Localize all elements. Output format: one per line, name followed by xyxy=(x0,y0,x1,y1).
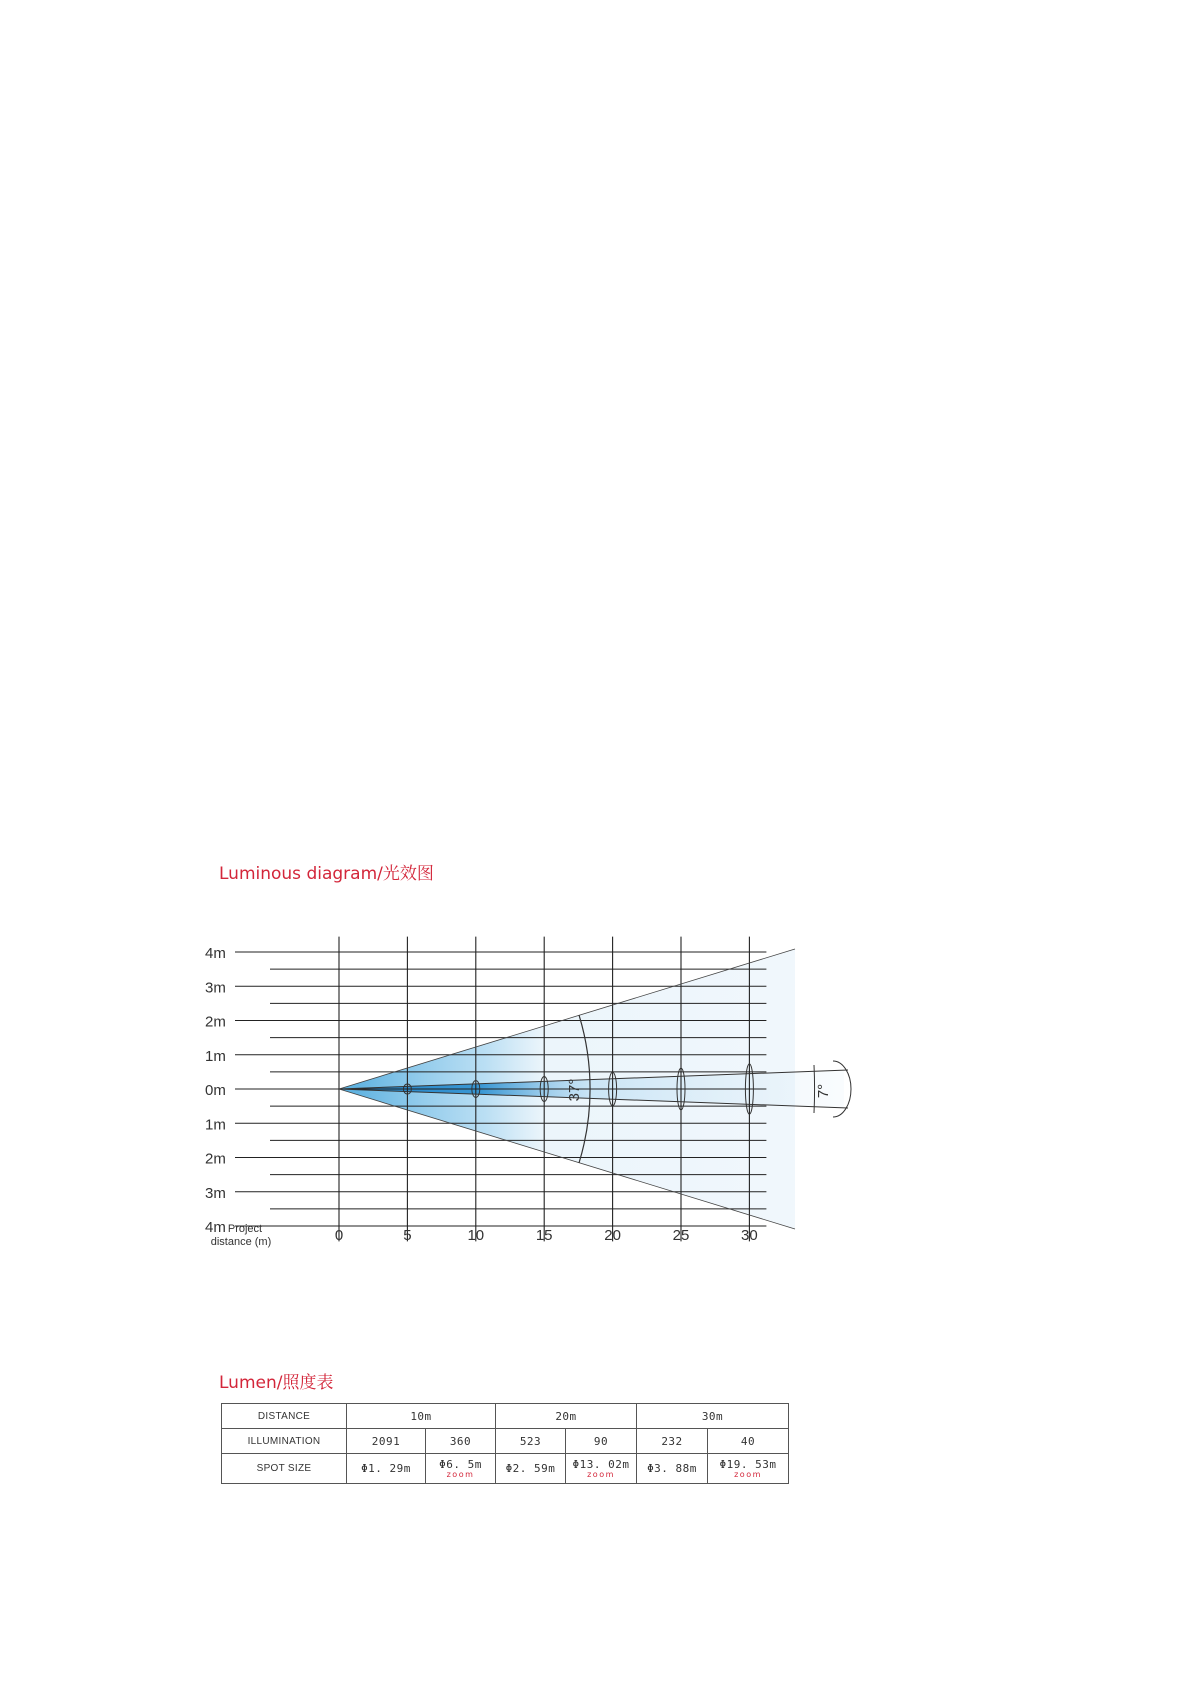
x-axis-label: 30 xyxy=(741,1227,758,1244)
y-axis-label: 0m xyxy=(205,1082,226,1099)
lumen-title: Lumen/照度表 xyxy=(219,1373,334,1393)
illumination-cell: 523 xyxy=(496,1429,566,1454)
zoom-label: zoom xyxy=(446,1469,475,1479)
y-axis-label: 1m xyxy=(205,1116,226,1134)
spot-size-value: Φ3. 88m xyxy=(647,1461,697,1475)
zoom-label: zoom xyxy=(587,1469,615,1479)
zoom-label: zoom xyxy=(734,1469,762,1479)
illumination-cell: 2091 xyxy=(347,1429,426,1454)
spot-size-value: Φ13. 02m xyxy=(572,1457,630,1471)
illumination-header: ILLUMINATION xyxy=(222,1429,347,1454)
spot-size-cell xyxy=(566,1454,637,1484)
spot-size-value: Φ2. 59m xyxy=(505,1461,556,1475)
spot-size-cell xyxy=(496,1454,566,1484)
spot-size-value: Φ6. 5m xyxy=(439,1457,482,1471)
y-axis-label: 4m xyxy=(205,945,226,962)
x-axis-label: 0 xyxy=(334,1227,344,1244)
spot-size-header: SPOT SIZE xyxy=(222,1454,347,1484)
x-axis-label: 10 xyxy=(467,1227,485,1244)
wide-angle-label: 37° xyxy=(566,1078,583,1102)
x-axis-caption-line1: Project xyxy=(227,1223,263,1235)
narrow-angle-label: 7° xyxy=(815,1083,832,1099)
distance-cell: 20m xyxy=(496,1404,637,1429)
y-axis-label: 1m xyxy=(205,1047,226,1065)
spot-size-cell xyxy=(347,1454,426,1484)
y-axis-label: 2m xyxy=(205,1013,226,1031)
y-axis-label: 2m xyxy=(205,1150,226,1168)
x-axis-label: 25 xyxy=(672,1227,690,1244)
distance-cell: 10m xyxy=(347,1404,496,1429)
distance-row xyxy=(222,1404,789,1429)
x-axis-label: 20 xyxy=(604,1227,621,1244)
distance-cell: 30m xyxy=(637,1404,789,1429)
spot-size-value: Φ1. 29m xyxy=(361,1461,411,1475)
illumination-cell: 40 xyxy=(708,1429,789,1454)
y-axis-label: 3m xyxy=(205,979,226,997)
illumination-row xyxy=(222,1429,789,1454)
spot-size-cell xyxy=(426,1454,496,1484)
x-axis-caption-line2: distance (m) xyxy=(210,1236,272,1248)
spot-size-cell xyxy=(708,1454,789,1484)
spot-size-row xyxy=(222,1454,789,1484)
luminous-diagram xyxy=(205,890,832,1260)
x-axis-label: 5 xyxy=(403,1227,412,1244)
illumination-cell: 232 xyxy=(637,1429,708,1454)
illumination-cell: 90 xyxy=(566,1429,637,1454)
spot-size-cell xyxy=(637,1454,708,1484)
y-axis-label: 4m xyxy=(205,1219,226,1236)
spot-size-value: Φ19. 53m xyxy=(719,1457,777,1471)
diagram-title: Luminous diagram/光效图 xyxy=(219,864,434,884)
lumen-table xyxy=(221,1403,789,1484)
x-axis-label: 15 xyxy=(535,1227,553,1244)
illumination-cell: 360 xyxy=(426,1429,496,1454)
y-axis-label: 3m xyxy=(205,1184,226,1202)
distance-header: DISTANCE xyxy=(222,1404,347,1429)
